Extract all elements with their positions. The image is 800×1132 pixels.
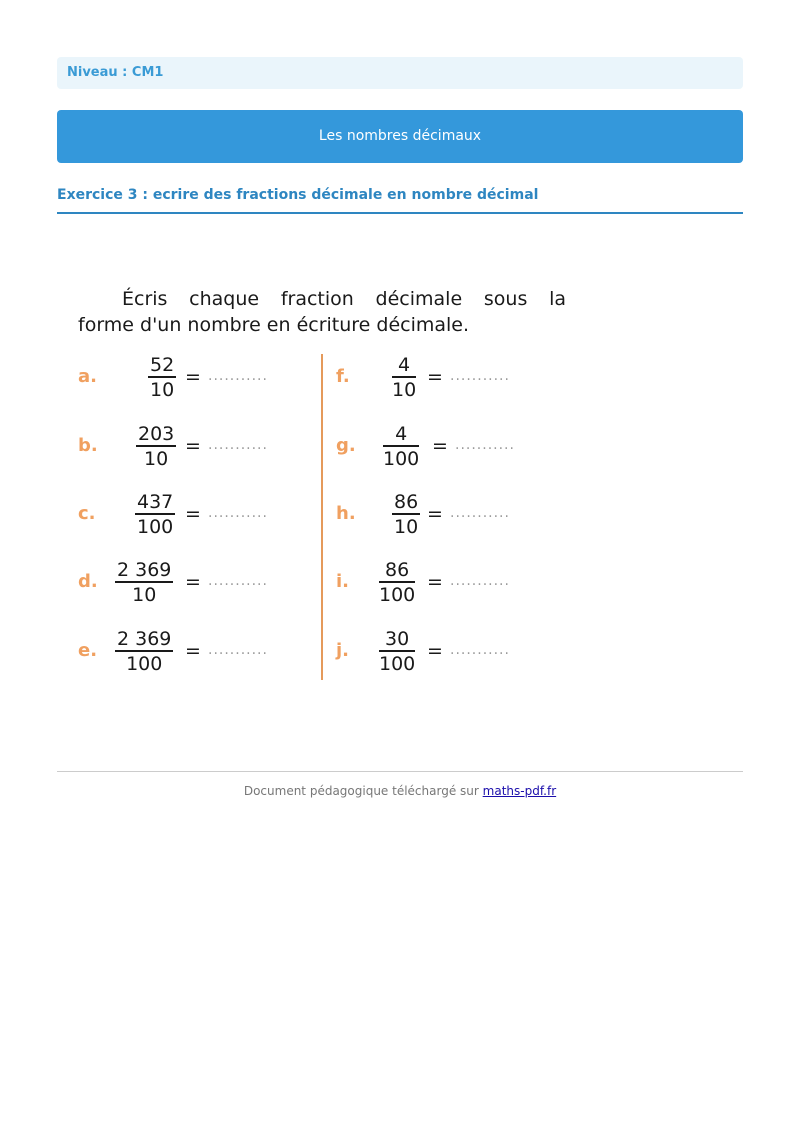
equals-sign: = — [185, 571, 201, 593]
fraction — [148, 354, 176, 402]
footer-divider — [57, 771, 743, 772]
exercise-worksheet — [78, 286, 578, 686]
fraction-numerator: 30 — [385, 628, 410, 650]
fraction-numerator: 2 369 — [117, 628, 172, 650]
footer-link[interactable]: maths-pdf.fr — [482, 784, 557, 798]
answer-blank[interactable]: ........... — [450, 368, 510, 384]
fraction-numerator: 86 — [385, 559, 410, 581]
fraction — [379, 559, 415, 607]
answer-blank[interactable]: ........... — [208, 505, 268, 521]
fraction-numerator: 86 — [394, 491, 419, 513]
fraction-denominator: 10 — [150, 378, 175, 401]
answer-blank[interactable]: ........... — [450, 573, 510, 589]
answer-blank[interactable]: ........... — [208, 642, 268, 658]
equals-sign: = — [432, 435, 448, 457]
fraction-denominator: 10 — [394, 515, 419, 538]
level-label: Niveau : CM1 — [57, 57, 743, 89]
fraction — [115, 559, 173, 607]
fraction-denominator: 10 — [392, 378, 417, 401]
fraction-numerator: 203 — [138, 423, 175, 445]
fraction — [392, 491, 420, 539]
answer-blank[interactable]: ........... — [450, 505, 510, 521]
fraction-denominator: 100 — [379, 652, 416, 675]
item-letter: g. — [336, 435, 356, 456]
equals-sign: = — [185, 435, 201, 457]
item-letter: b. — [78, 435, 98, 456]
fraction-denominator: 100 — [126, 652, 163, 675]
exercise-heading: Exercice 3 : ecrire des fractions décimale en nombre décimal — [57, 186, 743, 214]
item-letter: d. — [78, 571, 98, 592]
equals-sign: = — [185, 503, 201, 525]
item-letter: c. — [78, 503, 96, 524]
equals-sign: = — [427, 366, 443, 388]
item-letter: j. — [336, 640, 350, 661]
footer-text: Document pédagogique téléchargé sur — [243, 784, 479, 798]
answer-blank[interactable]: ........... — [450, 642, 510, 658]
fraction-numerator: 4 — [395, 423, 408, 445]
item-letter: a. — [78, 366, 97, 387]
instruction-line-2: forme d'un nombre en écriture décimale. — [78, 314, 470, 336]
item-letter: h. — [336, 503, 356, 524]
page-title-banner: Les nombres décimaux — [57, 110, 743, 163]
fraction-denominator: 10 — [132, 583, 157, 606]
fraction-denominator: 10 — [144, 447, 169, 470]
equals-sign: = — [185, 640, 201, 662]
equals-sign: = — [427, 503, 443, 525]
instruction-text — [78, 286, 566, 338]
fraction-denominator: 100 — [137, 515, 174, 538]
item-letter: e. — [78, 640, 98, 661]
fraction — [383, 423, 419, 471]
answer-blank[interactable]: ........... — [208, 437, 268, 453]
fraction — [135, 491, 175, 539]
fraction-denominator: 100 — [379, 583, 416, 606]
fraction-denominator: 100 — [383, 447, 420, 470]
equals-sign: = — [427, 571, 443, 593]
fraction — [379, 628, 415, 676]
item-letter: f. — [336, 366, 350, 387]
fraction — [115, 628, 173, 676]
item-letter: i. — [336, 571, 350, 592]
fraction-numerator: 437 — [137, 491, 174, 513]
fraction-numerator: 2 369 — [117, 559, 172, 581]
fraction-numerator: 4 — [398, 354, 411, 376]
fraction — [136, 423, 176, 471]
equals-sign: = — [185, 366, 201, 388]
equals-sign: = — [427, 640, 443, 662]
answer-blank[interactable]: ........... — [455, 437, 515, 453]
fraction — [392, 354, 416, 402]
footer — [57, 784, 743, 798]
column-divider — [321, 354, 323, 680]
answer-blank[interactable]: ........... — [208, 573, 268, 589]
fraction-numerator: 52 — [150, 354, 175, 376]
instruction-line-1: Écris chaque fraction décimale sous la — [122, 288, 566, 310]
answer-blank[interactable]: ........... — [208, 368, 268, 384]
